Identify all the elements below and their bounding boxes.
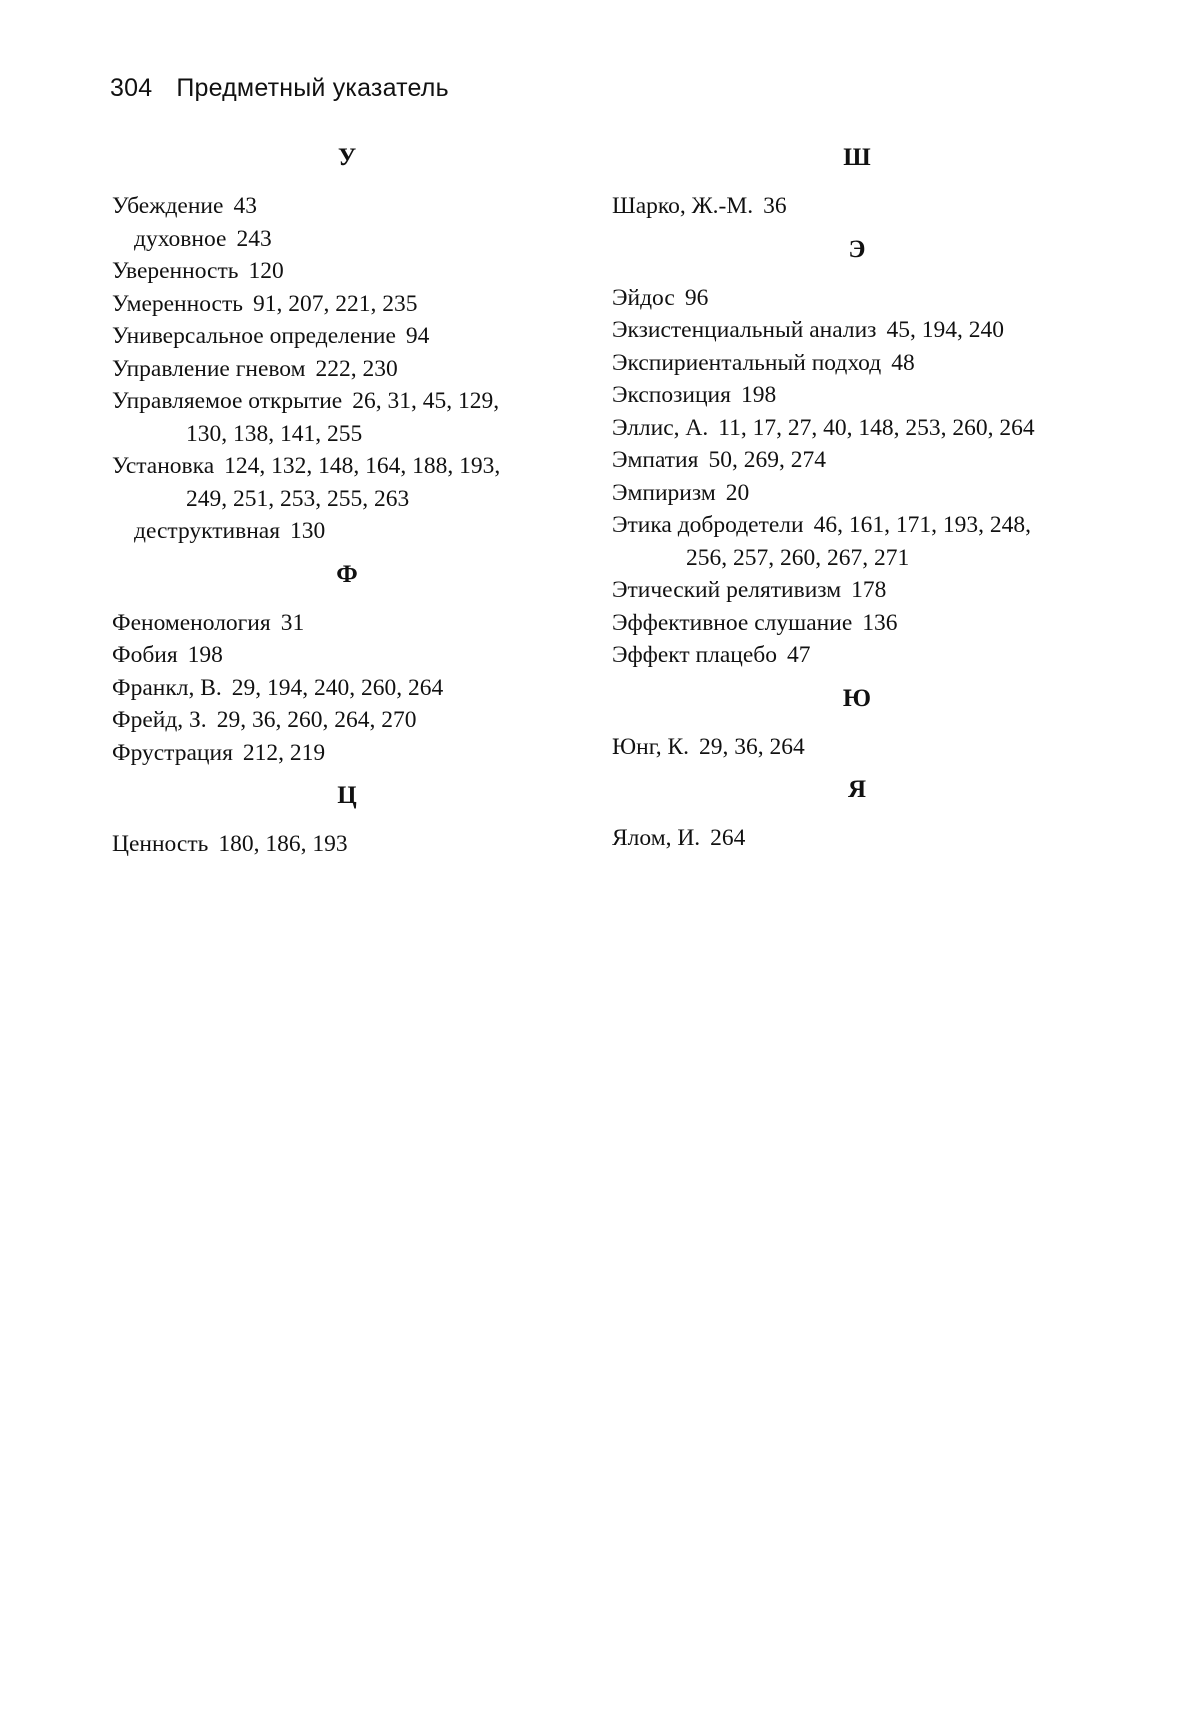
entry-term: Юнг, К. xyxy=(612,733,690,760)
entry-pages: 198 xyxy=(187,642,223,668)
entry-pages: 124, 132, 148, 164, 188, 193, xyxy=(224,453,501,479)
entry-pages: 130, 138, 141, 255 xyxy=(186,420,363,447)
index-entry xyxy=(112,385,582,418)
entry-pages: 180, 186, 193 xyxy=(218,831,348,857)
entry-pages: 94 xyxy=(405,323,430,349)
index-section xyxy=(612,234,1102,672)
index-entry xyxy=(612,574,1102,607)
index-entry xyxy=(612,347,1102,380)
index-entry xyxy=(112,190,582,223)
index-entry-continuation xyxy=(112,483,582,516)
index-column-right xyxy=(612,142,1102,855)
index-entry xyxy=(612,607,1102,640)
entry-term: Экспозиция xyxy=(612,382,731,408)
index-entry xyxy=(112,828,582,861)
entry-term: Уверенность xyxy=(112,258,239,284)
entry-term: духовное xyxy=(134,225,227,252)
index-entry xyxy=(612,477,1102,510)
entry-term: Эллис, А. xyxy=(612,414,709,441)
index-section xyxy=(112,780,582,861)
entry-pages: 120 xyxy=(248,258,284,284)
section-letter: Ш xyxy=(843,144,871,171)
entry-pages: 45, 194, 240 xyxy=(886,317,1004,343)
entry-pages: 48 xyxy=(891,349,915,376)
entry-pages: 20 xyxy=(725,479,750,506)
index-section xyxy=(612,142,1102,223)
entry-pages: 178 xyxy=(851,577,887,603)
entry-pages: 91, 207, 221, 235 xyxy=(252,290,418,317)
entry-term: Эффект плацебо xyxy=(612,642,777,668)
index-subentry xyxy=(112,515,582,548)
index-entry xyxy=(112,672,582,705)
index-entry xyxy=(112,353,582,386)
entry-pages: 198 xyxy=(740,382,777,408)
entry-pages: 96 xyxy=(684,284,709,311)
page-header xyxy=(110,74,449,103)
entry-term: Франкл, В. xyxy=(112,674,222,701)
index-entry xyxy=(612,731,1102,764)
entry-term: Убеждение xyxy=(112,193,224,219)
index-entry xyxy=(112,704,582,737)
entry-term: Экзистенциальный анализ xyxy=(612,317,877,343)
entry-pages: 29, 36, 264 xyxy=(699,733,805,760)
entry-pages: 11, 17, 27, 40, 148, 253, 260, 264 xyxy=(718,414,1035,441)
index-entry xyxy=(612,444,1102,477)
index-section xyxy=(112,142,582,548)
entry-pages: 222, 230 xyxy=(315,355,398,382)
index-entry xyxy=(112,737,582,770)
index-section xyxy=(612,683,1102,764)
entry-pages: 249, 251, 253, 255, 263 xyxy=(186,485,410,512)
entry-pages: 36 xyxy=(763,193,787,219)
entry-term: Фрустрация xyxy=(112,739,233,766)
index-entry xyxy=(612,509,1102,542)
section-letter: У xyxy=(337,144,357,171)
page-number: 304 xyxy=(110,74,153,102)
index-entry xyxy=(612,639,1102,672)
entry-pages: 136 xyxy=(862,609,898,636)
index-entry xyxy=(612,314,1102,347)
entry-term: Фрейд, З. xyxy=(112,707,207,733)
entry-term: Эмпатия xyxy=(612,447,699,473)
index-entry xyxy=(112,639,582,672)
index-entry xyxy=(112,607,582,640)
index-subentry xyxy=(112,223,582,256)
entry-term: Эффективное слушание xyxy=(612,609,853,636)
entry-term: Управление гневом xyxy=(112,355,306,382)
entry-term: Универсальное определение xyxy=(112,323,396,349)
entry-pages: 130 xyxy=(290,518,326,544)
entry-term: Этика добродетели xyxy=(612,512,804,538)
entry-pages: 31 xyxy=(280,609,305,636)
entry-pages: 26, 31, 45, 129, xyxy=(352,388,500,414)
index-entry xyxy=(112,255,582,288)
entry-term: Этический релятивизм xyxy=(612,577,842,603)
entry-term: Установка xyxy=(112,453,215,479)
index-entry xyxy=(612,282,1102,315)
entry-term: Эмпиризм xyxy=(612,479,716,506)
entry-term: Умеренность xyxy=(112,290,243,317)
index-section xyxy=(112,559,582,770)
entry-pages: 43 xyxy=(233,193,257,219)
index-entry xyxy=(112,450,582,483)
entry-term: Шарко, Ж.-М. xyxy=(612,193,754,219)
section-letter: Ц xyxy=(337,782,357,809)
index-entry xyxy=(112,320,582,353)
index-entry xyxy=(612,412,1102,445)
entry-pages: 212, 219 xyxy=(242,739,326,766)
section-letter: Ю xyxy=(842,684,872,712)
entry-term: деструктивная xyxy=(134,518,281,544)
entry-pages: 46, 161, 171, 193, 248, xyxy=(813,512,1031,538)
entry-term: Феноменология xyxy=(112,609,271,636)
entry-pages: 243 xyxy=(236,225,272,252)
entry-pages: 50, 269, 274 xyxy=(708,447,826,473)
section-letter: Ф xyxy=(336,560,358,588)
entry-pages: 256, 257, 260, 267, 271 xyxy=(686,544,910,571)
index-section xyxy=(612,774,1102,855)
entry-pages: 47 xyxy=(786,642,811,668)
section-letter: Я xyxy=(847,776,867,803)
entry-pages: 29, 194, 240, 260, 264 xyxy=(231,674,444,701)
index-entry-continuation xyxy=(112,418,582,451)
entry-pages: 264 xyxy=(710,825,746,851)
entry-term: Фобия xyxy=(112,642,178,668)
index-entry xyxy=(112,288,582,321)
index-entry xyxy=(612,822,1102,855)
running-title: Предметный указатель xyxy=(176,74,449,102)
index-entry xyxy=(612,190,1102,223)
entry-term: Эйдос xyxy=(612,284,675,311)
index-entry-continuation xyxy=(612,542,1102,575)
entry-term: Экспириентальный подход xyxy=(612,349,882,376)
section-letter: Э xyxy=(848,235,866,263)
entry-pages: 29, 36, 260, 264, 270 xyxy=(216,707,417,733)
entry-term: Ялом, И. xyxy=(612,825,701,851)
index-entry xyxy=(612,379,1102,412)
entry-term: Управляемое открытие xyxy=(112,388,343,414)
index-column-left xyxy=(112,142,582,861)
entry-term: Ценность xyxy=(112,831,209,857)
